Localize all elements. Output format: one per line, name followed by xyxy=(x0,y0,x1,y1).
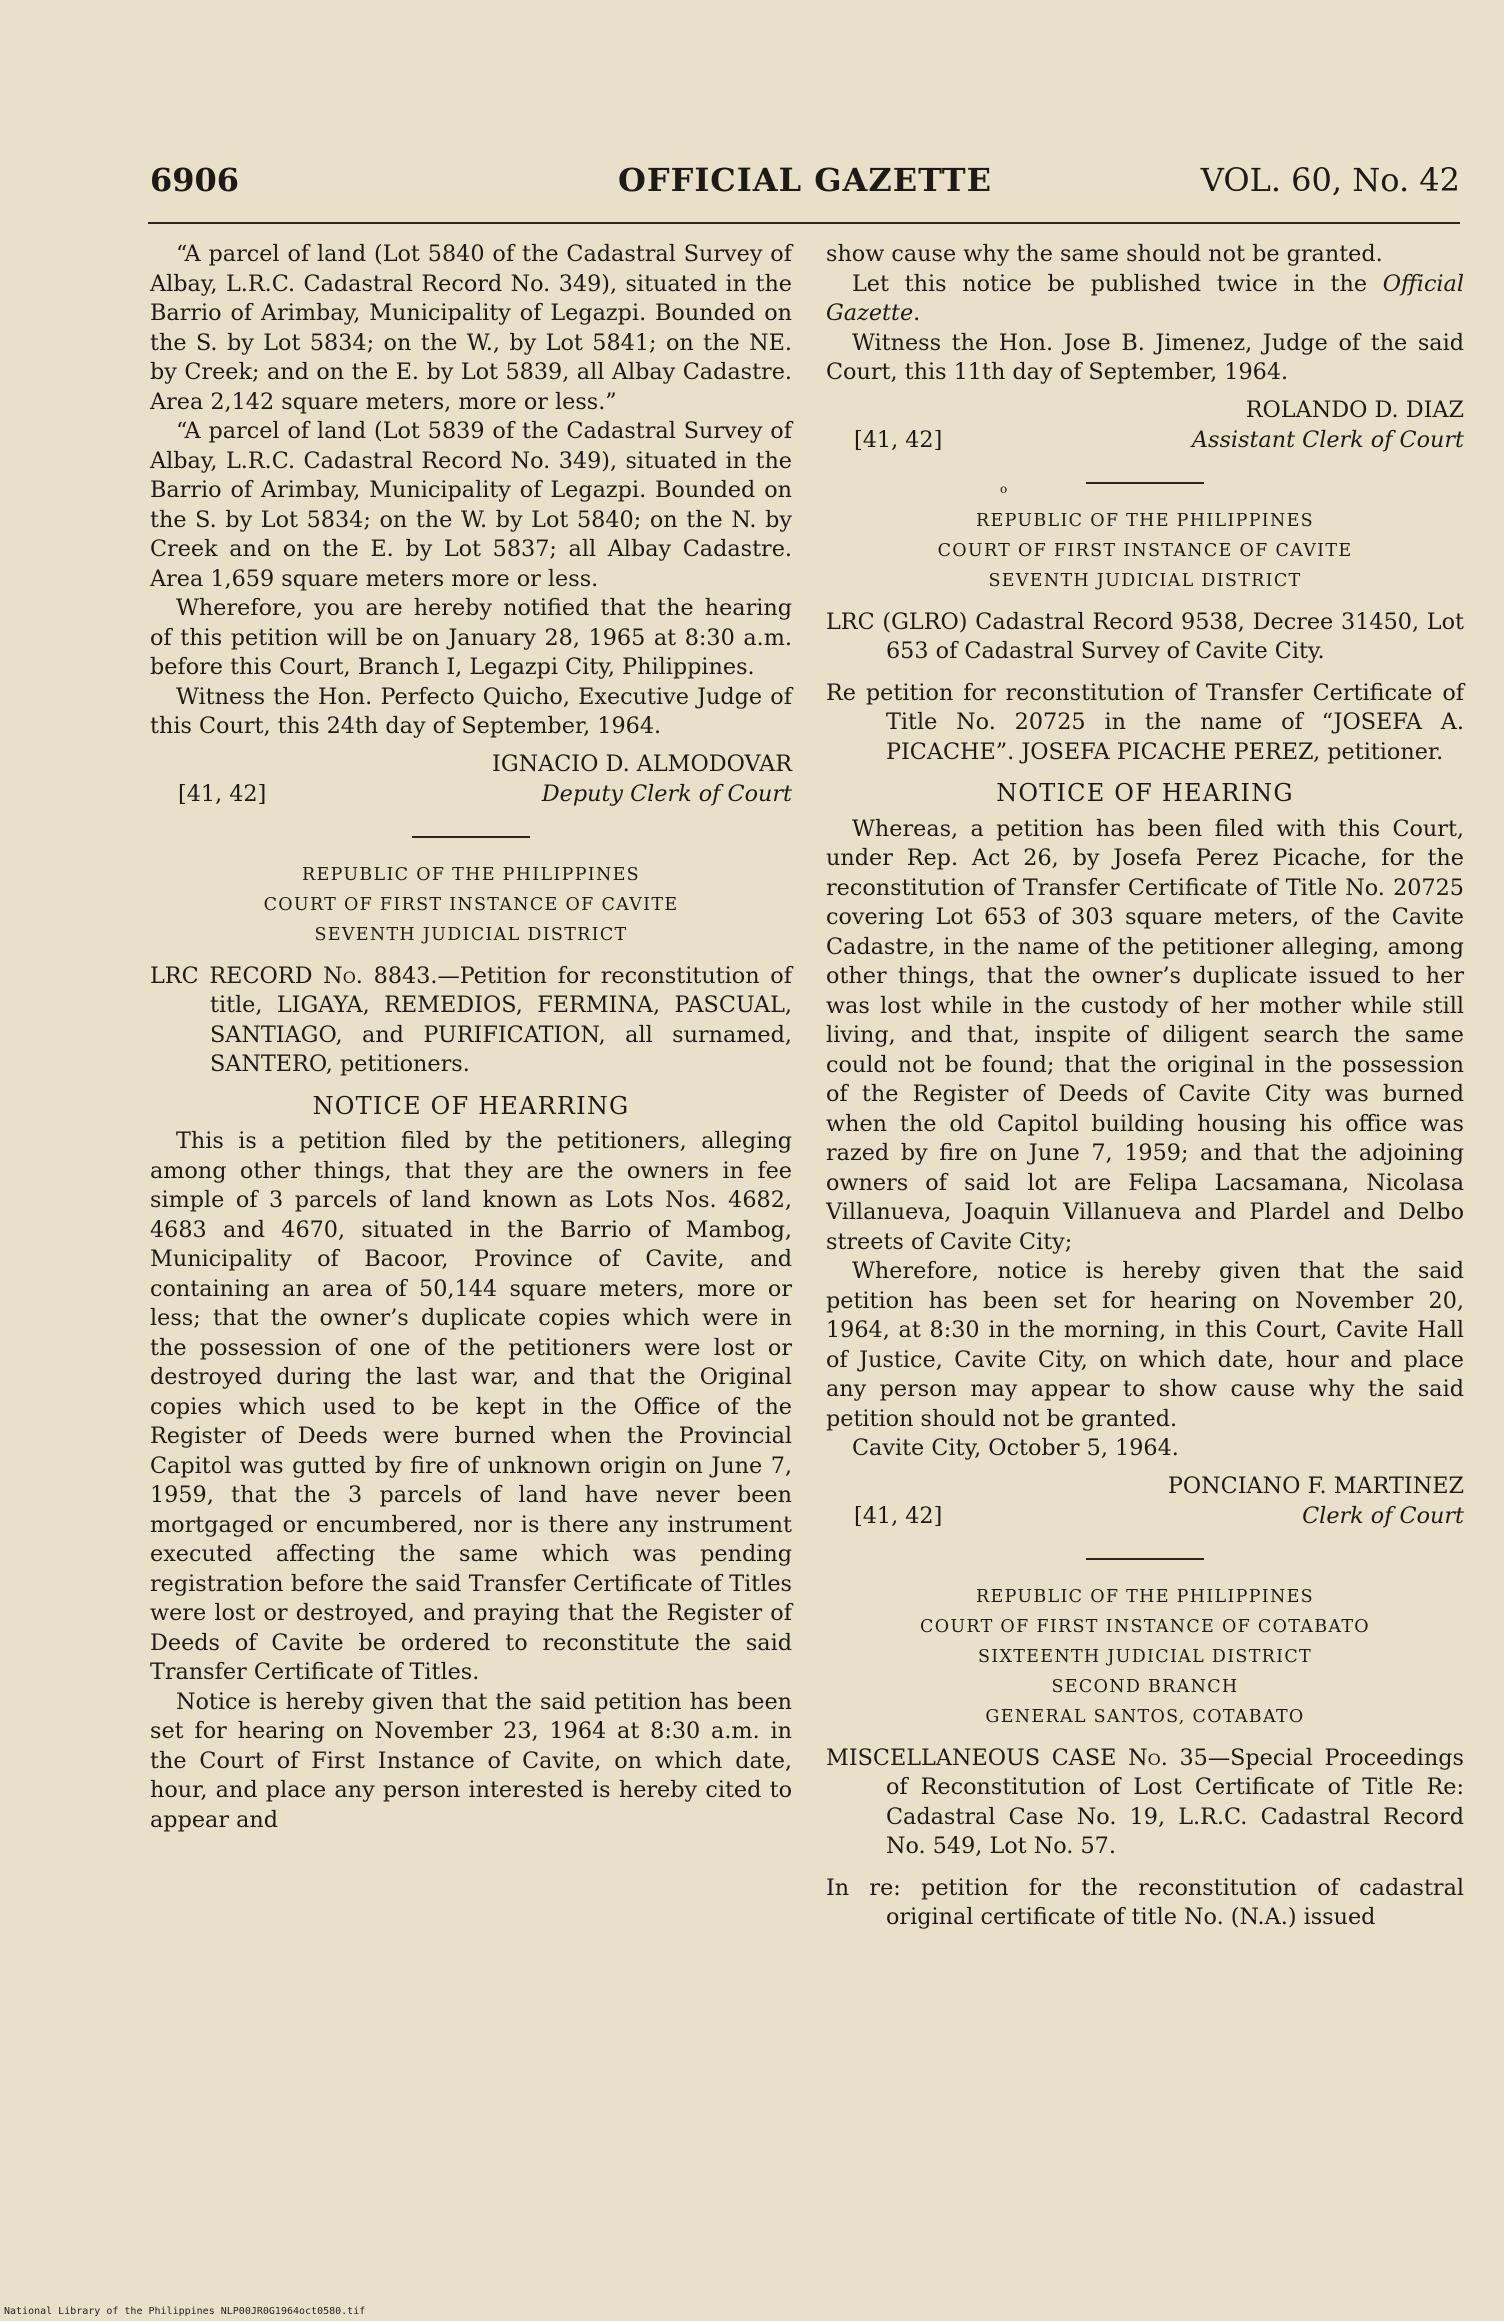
signatory-name: ROLANDO D. DIAZ xyxy=(1245,396,1464,423)
section-divider xyxy=(1086,1558,1204,1560)
paragraph: Notice is hereby given that the said petition has been set for hearing on November 23, 1964 at 8:30 a.m. in the Court of First Instance of Cavite, on which date, hour, and place any person interested is hereby cited to appear and xyxy=(150,1688,792,1833)
court-line: GENERAL SANTOS, COTABATO xyxy=(985,1706,1305,1727)
court-line: SEVENTH JUDICIAL DISTRICT xyxy=(988,570,1302,591)
court-line: REPUBLIC OF THE PHILIPPINES xyxy=(976,1586,1314,1607)
court-line: SEVENTH JUDICIAL DISTRICT xyxy=(314,924,628,945)
court-line: COURT OF FIRST INSTANCE OF CAVITE xyxy=(937,540,1353,561)
paragraph xyxy=(826,270,1464,329)
court-line: COURT OF FIRST INSTANCE OF CAVITE xyxy=(263,894,679,915)
publication-title: OFFICIAL GAZETTE xyxy=(618,161,992,199)
issue-reference: [41, 42] xyxy=(178,780,267,807)
left-column xyxy=(150,240,792,1835)
court-line: SIXTEENTH JUDICIAL DISTRICT xyxy=(977,1646,1313,1667)
paragraph: Wherefore, you are hereby notified that the hearing of this petition will be on January 28, 1965 at 8:30 a.m. before this Court, Branch I, Legazpi City, Philippines. xyxy=(150,595,792,680)
signatory-name: IGNACIO D. ALMODOVAR xyxy=(492,750,792,777)
notice-title: NOTICE OF HEARRING xyxy=(312,1091,630,1120)
header-rule xyxy=(148,222,1460,224)
court-line: COURT OF FIRST INSTANCE OF COTABATO xyxy=(920,1616,1370,1637)
paragraph: Witness the Hon. Jose B. Jimenez, Judge of the said Court, this 11th day of September, 1964. xyxy=(826,329,1464,385)
court-line: REPUBLIC OF THE PHILIPPINES xyxy=(302,864,640,885)
paragraph: “A parcel of land (Lot 5839 of the Cadastral Survey of Albay, L.R.C. Cadastral Record No. 349), situated in the Barrio of Arimbay, Municipality of Legazpi. Bounded on the S. by Lot 5834; on the W. by Lot 5840; on the N. by Creek and on the E. by Lot 5837; all Albay Cadastre. Area 1,659 square meters more or less. xyxy=(150,418,792,592)
case-text: —Petition for reconstitution of title, LIGAYA, REMEDIOS, FERMINA, PASCUAL, SANTIAGO, and PURIFICATION, all surnamed, SANTERO, petitioners. xyxy=(210,962,792,1077)
page-header xyxy=(150,155,1460,207)
signatory-name: PONCIANO F. MARTINEZ xyxy=(1167,1472,1464,1499)
paragraph: Witness the Hon. Perfecto Quicho, Executive Judge of this Court, this 24th day of September, 1964. xyxy=(150,683,792,739)
paragraph: Wherefore, notice is hereby given that the said petition has been set for hearing on November 20, 1964, at 8:30 in the morning, in this Court, Cavite Hall of Justice, Cavite City, on which date, hour and place any person may appear to show cause why the said petition should not be granted. xyxy=(826,1258,1464,1432)
signature-block xyxy=(826,396,1464,456)
case-label: LRC RECORD No. 8843. xyxy=(150,962,438,989)
paragraph: This is a petition filed by the petitioners, alleging among other things, that they are the owners in fee simple of 3 parcels of land known as Lots Nos. 4682, 4683 and 4670, situated in the Barrio of Mambog, Municipality of Bacoor, Province of Cavite, and containing an area of 50,144 square meters, more or less; that the owner’s duplicate copies which were in the possession of one of the petitioners were lost or destroyed during the last war, and that the Original copies which used to be kept in the Office of the Register of Deeds were burned when the Provincial Capitol was gutted by fire of unknown origin on June 7, 1959, that the 3 parcels of land have never been mortgaged or encumbered, nor is there any instrument executed affecting the same which was pending registration before the said Transfer Certificate of Titles were lost or destroyed, and praying that the Register of Deeds of Cavite be ordered to reconstitute the said Transfer Certificate of Titles. xyxy=(150,1128,792,1685)
court-heading xyxy=(826,506,1464,596)
publication-name: Official Gazette xyxy=(826,270,1464,326)
signature-block xyxy=(826,1472,1464,1532)
text-run: Let this notice be published twice in the xyxy=(852,270,1383,297)
right-column xyxy=(826,240,1464,1945)
volume-issue: VOL. 60, No. 42 xyxy=(1200,161,1460,199)
stray-mark: o xyxy=(1000,482,1008,496)
section-divider xyxy=(412,836,530,838)
section-divider xyxy=(1086,482,1204,484)
paragraph: “A parcel of land (Lot 5840 of the Cadastral Survey of Albay, L.R.C. Cadastral Record No. 349), situated in the Barrio of Arimbay, Municipality of Legazpi. Bounded on the S. by Lot 5834; on the W., by Lot 5841; on the NE. by Creek; and on the E. by Lot 5839, all Albay Cadastre. Area 2,142 square meters, more or less.” xyxy=(150,241,792,415)
court-line: SECOND BRANCH xyxy=(1051,1676,1239,1697)
scan-footer: National Library of the Philippines NLP00JR0G1964oct0580.tif xyxy=(4,2306,366,2317)
page-number: 6906 xyxy=(150,161,240,199)
case-text: —Special Proceedings of Reconstitution of Lost Certificate of Title Re: Cadastral Case No. 19, L.R.C. Cadastral Record No. 549, Lot No. 57. xyxy=(886,1744,1464,1859)
court-heading xyxy=(826,1582,1464,1732)
issue-reference: [41, 42] xyxy=(854,1502,943,1529)
notice-title: NOTICE OF HEARING xyxy=(996,779,1294,807)
signature-block xyxy=(150,750,792,810)
case-caption: Re petition for reconstitution of Transfer Certificate of Title No. 20725 in the name of “JOSEFA A. PICACHE”. JOSEFA PICACHE PEREZ, petitioner. xyxy=(826,679,1464,765)
signatory-role: Assistant Clerk of Court xyxy=(1191,426,1464,453)
signatory-role: Clerk of Court xyxy=(1302,1502,1464,1529)
text-run: . xyxy=(913,300,921,326)
court-line: REPUBLIC OF THE PHILIPPINES xyxy=(976,510,1314,531)
case-label: MISCELLANEOUS CASE No. 35 xyxy=(826,1744,1208,1771)
paragraph: Whereas, a petition has been filed with this Court, under Rep. Act 26, by Josefa Perez Picache, for the reconstitution of Transfer Certificate of Title No. 20725 covering Lot 653 of 303 square meters, of the Cavite Cadastre, in the name of the petitioner alleging, among other things, that the owner’s duplicate issued to her was lost while in the custody of her mother while still living, and that, inspite of diligent search the same could not be found; that the original in the possession of the Register of Deeds of Cavite City was burned when the old Capitol building housing his office was razed by fire on June 7, 1959; and that the adjoining owners of said lot are Felipa Lacsamana, Nicolasa Villanueva, Joaquin Villanueva and Plardel and Delbo streets of Cavite City; xyxy=(826,815,1464,1255)
case-caption: LRC (GLRO) Cadastral Record 9538, Decree 31450, Lot 653 of Cadastral Survey of Cavite City. xyxy=(826,608,1464,664)
court-heading xyxy=(150,860,792,950)
case-caption xyxy=(826,1744,1464,1862)
signatory-role: Deputy Clerk of Court xyxy=(541,780,792,807)
paragraph: show cause why the same should not be granted. xyxy=(826,241,1383,267)
case-caption: In re: petition for the reconstitution of cadastral original certificate of title No. (N.A.) issued xyxy=(826,1874,1464,1930)
issue-reference: [41, 42] xyxy=(854,426,943,453)
case-caption xyxy=(150,962,792,1080)
paragraph: Cavite City, October 5, 1964. xyxy=(852,1435,1179,1461)
